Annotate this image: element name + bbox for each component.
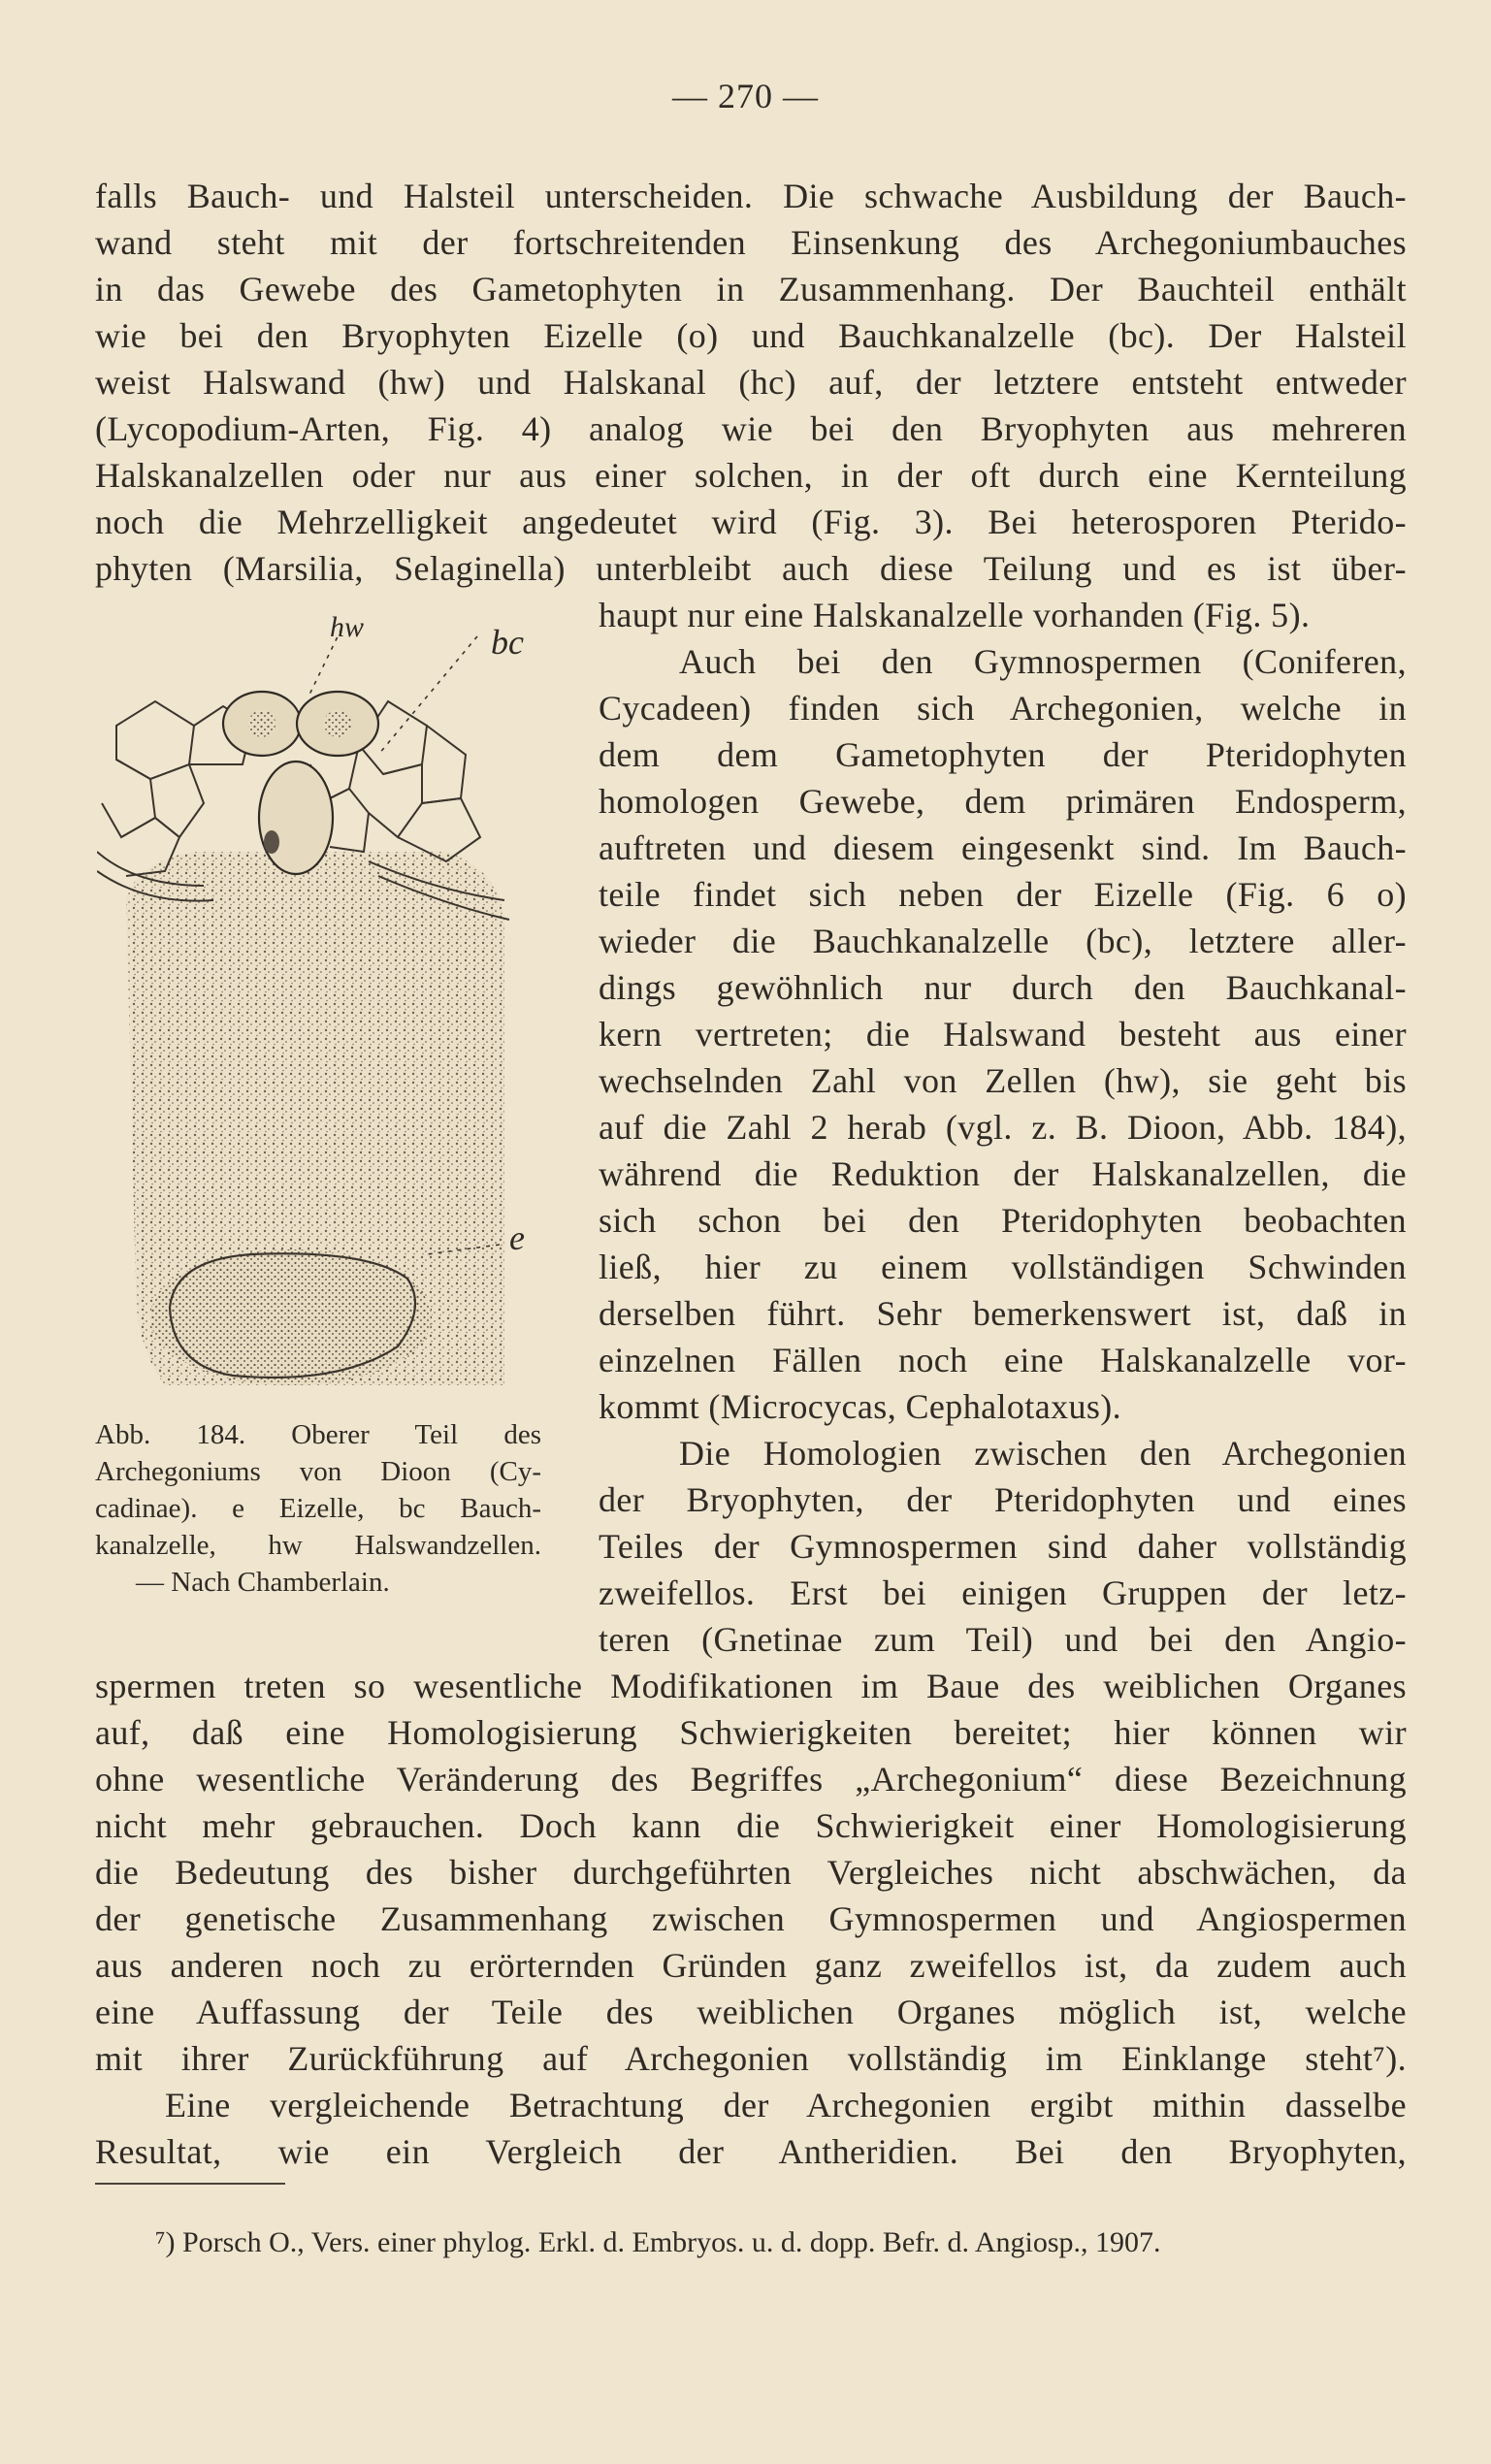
- text-line: falls Bauch- und Halsteil unterscheiden. Die schwache Ausbildung der Bauch-: [95, 177, 1407, 215]
- text-line: weist Halswand (hw) und Halskanal (hc) auf, der letztere entsteht entweder: [95, 363, 1407, 402]
- text-line: auftreten und diesem eingesenkt sind. Im Bauch-: [599, 828, 1407, 867]
- text-line: wie bei den Bryophyten Eizelle (o) und Bauchkanalzelle (bc). Der Halsteil: [95, 316, 1407, 355]
- label-bc: bc: [491, 623, 524, 662]
- text-line: phyten (Marsilia, Selaginella) unterbleibt auch diese Teilung und es ist über-: [95, 549, 1407, 588]
- text-line: während die Reduktion der Halskanalzellen, die: [599, 1154, 1407, 1193]
- archegonium-illustration: [97, 609, 543, 1405]
- text-line: haupt nur eine Halskanalzelle vorhanden (Fig. 5).: [599, 596, 1311, 634]
- figure-caption-line: Abb. 184. Oberer Teil des: [95, 1419, 541, 1450]
- figure-caption-line: cadinae). e Eizelle, bc Bauch-: [95, 1493, 541, 1524]
- text-line: wechselnden Zahl von Zellen (hw), sie geht bis: [599, 1061, 1407, 1100]
- text-line: Teiles der Gymnospermen sind daher vollständig: [599, 1527, 1407, 1566]
- text-line: derselben führt. Sehr bemerkenswert ist, daß in: [599, 1294, 1407, 1333]
- text-line: Resultat, wie ein Vergleich der Antheridien. Bei den Bryophyten,: [95, 2132, 1407, 2171]
- footnote: ⁷) Porsch O., Vers. einer phylog. Erkl. d. Embryos. u. d. dopp. Befr. d. Angiosp., 1907.: [155, 2226, 1161, 2258]
- text-line: ließ, hier zu einem vollständigen Schwinden: [599, 1248, 1407, 1286]
- figure-caption-line: kanalzelle, hw Halswandzellen.: [95, 1530, 541, 1561]
- text-line: mit ihrer Zurückführung auf Archegonien vollständig im Einklange steht⁷).: [95, 2039, 1407, 2078]
- text-line: nicht mehr gebrauchen. Doch kann die Schwierigkeit einer Homologisierung: [95, 1806, 1407, 1845]
- text-line: noch die Mehrzelligkeit angedeutet wird (Fig. 3). Bei heterosporen Pterido-: [95, 503, 1407, 541]
- text-line: sich schon bei den Pteridophyten beobachten: [599, 1201, 1407, 1240]
- text-line: zweifellos. Erst bei einigen Gruppen der letz-: [599, 1573, 1407, 1612]
- text-line: in das Gewebe des Gametophyten in Zusammenhang. Der Bauchteil enthält: [95, 270, 1407, 308]
- text-line: spermen treten so wesentliche Modifikationen im Baue des weiblichen Organes: [95, 1667, 1407, 1705]
- text-line: dings gewöhnlich nur durch den Bauchkanal-: [599, 968, 1407, 1007]
- figure-caption-line: Archegoniums von Dioon (Cy-: [95, 1456, 541, 1487]
- text-line: Die Homologien zwischen den Archegonien: [679, 1434, 1407, 1473]
- text-line: ohne wesentliche Veränderung des Begriffes „Archegonium“ diese Bezeichnung: [95, 1760, 1407, 1799]
- label-e: e: [509, 1218, 525, 1257]
- text-line: der genetische Zusammenhang zwischen Gymnospermen und Angiospermen: [95, 1899, 1407, 1938]
- text-line: Cycadeen) finden sich Archegonien, welche in: [599, 689, 1407, 728]
- footnote-rule: [95, 2183, 285, 2185]
- text-line: Auch bei den Gymnospermen (Coniferen,: [679, 642, 1407, 681]
- text-line: Eine vergleichende Betrachtung der Archegonien ergibt mithin dasselbe: [165, 2086, 1407, 2124]
- archegonium-figure: [97, 609, 543, 1405]
- text-line: wand steht mit der fortschreitenden Einsenkung des Archegoniumbauches: [95, 223, 1407, 262]
- text-line: Halskanalzellen oder nur aus einer solchen, in der oft durch eine Kernteilung: [95, 456, 1407, 495]
- text-line: homologen Gewebe, dem primären Endosperm,: [599, 782, 1407, 821]
- text-line: kern vertreten; die Halswand besteht aus einer: [599, 1015, 1407, 1054]
- text-line: die Bedeutung des bisher durchgeführten Vergleiches nicht abschwächen, da: [95, 1853, 1407, 1892]
- label-hw: hw: [330, 611, 365, 643]
- text-line: kommt (Microcycas, Cephalotaxus).: [599, 1387, 1122, 1426]
- text-line: einzelnen Fällen noch eine Halskanalzelle vor-: [599, 1341, 1407, 1379]
- text-line: teren (Gnetinae zum Teil) und bei den Angio-: [599, 1620, 1407, 1659]
- text-line: der Bryophyten, der Pteridophyten und eines: [599, 1480, 1407, 1519]
- text-line: auf die Zahl 2 herab (vgl. z. B. Dioon, Abb. 184),: [599, 1108, 1407, 1147]
- text-line: wieder die Bauchkanalzelle (bc), letztere aller-: [599, 922, 1407, 960]
- text-line: dem dem Gametophyten der Pteridophyten: [599, 735, 1407, 774]
- figure-caption-line: — Nach Chamberlain.: [136, 1567, 390, 1598]
- text-line: auf, daß eine Homologisierung Schwierigkeiten bereitet; hier können wir: [95, 1713, 1407, 1752]
- text-line: teile findet sich neben der Eizelle (Fig. 6 o): [599, 875, 1407, 914]
- page-number: — 270 —: [672, 77, 819, 115]
- text-line: aus anderen noch zu erörternden Gründen ganz zweifellos ist, da zudem auch: [95, 1946, 1407, 1985]
- text-line: (Lycopodium-Arten, Fig. 4) analog wie bei den Bryophyten aus mehreren: [95, 409, 1407, 448]
- text-line: eine Auffassung der Teile des weiblichen Organes möglich ist, welche: [95, 1993, 1407, 2031]
